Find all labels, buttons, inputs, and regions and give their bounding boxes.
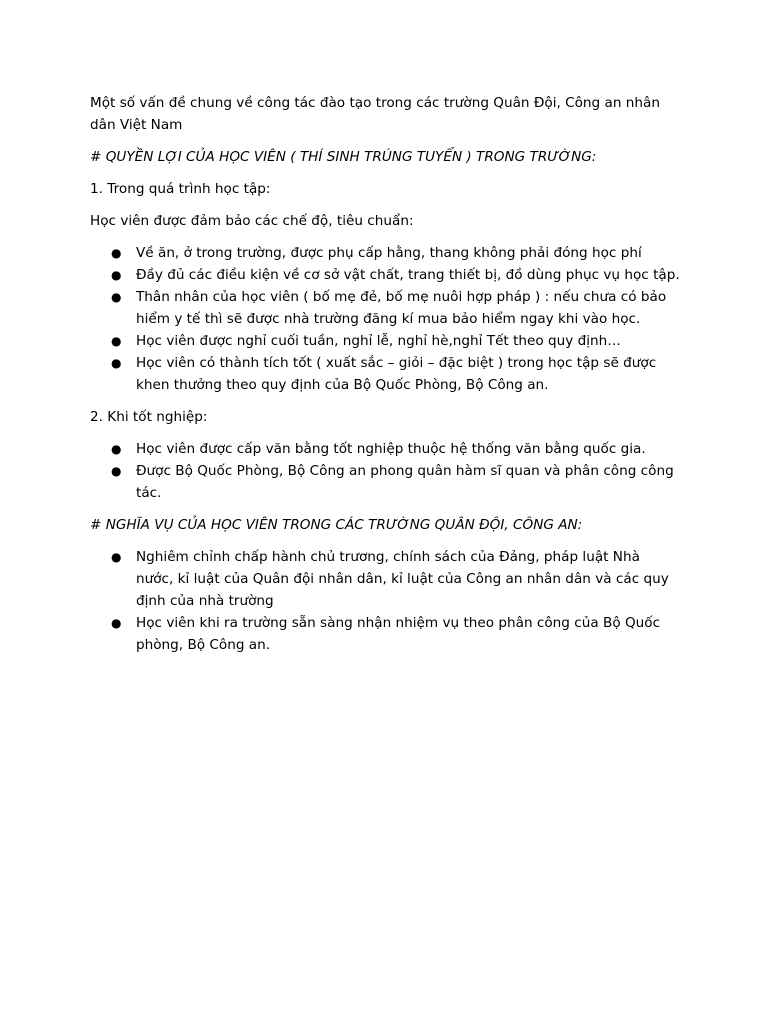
- bullet-icon: ●: [111, 356, 122, 370]
- list-item: ● Đầy đủ các điều kiện về cơ sở vật chất, trang thiết bị, đồ dùng phục vụ học tập.: [90, 264, 680, 286]
- subheading-during-study: 1. Trong quá trình học tập:: [90, 181, 271, 197]
- section-heading-obligations: # NGHĨA VỤ CỦA HỌC VIÊN TRONG CÁC TRƯỜNG QUÂN ĐỘI, CÔNG AN:: [90, 517, 583, 533]
- list-item: ● Học viên được nghỉ cuối tuần, nghỉ lễ, nghỉ hè,nghỉ Tết theo quy định…: [90, 330, 680, 352]
- bullet-icon: ●: [111, 464, 122, 478]
- bullet-icon: ●: [111, 334, 122, 348]
- bullet-icon: ●: [111, 268, 122, 282]
- list-item: ● Học viên khi ra trường sẵn sàng nhận nhiệm vụ theo phân công của Bộ Quốc phòng, Bộ Công an.: [90, 612, 680, 656]
- document-title: Một số vấn đề chung về công tác đào tạo trong các trường Quân Đội, Công an nhân dân Việt Nam: [90, 95, 660, 133]
- bullet-icon: ●: [111, 442, 122, 456]
- intro-paragraph: Học viên được đảm bảo các chế độ, tiêu chuẩn:: [90, 213, 414, 229]
- section-heading-rights: # QUYỀN LỢI CỦA HỌC VIÊN ( THÍ SINH TRÚNG TUYỂN ) TRONG TRƯỜNG:: [90, 149, 597, 165]
- list-item: ● Thân nhân của học viên ( bố mẹ đẻ, bố mẹ nuôi hợp pháp ) : nếu chưa có bảo hiểm y tế thì sẽ được nhà trường đăng kí mua bảo hiểm ngay khi vào học.: [90, 286, 680, 330]
- bullet-icon: ●: [111, 616, 122, 630]
- bullet-icon: ●: [111, 550, 122, 564]
- graduation-list: [90, 438, 680, 504]
- list-item: ● Về ăn, ở trong trường, được phụ cấp hằng, thang không phải đóng học phí: [90, 242, 680, 264]
- list-item: ● Học viên có thành tích tốt ( xuất sắc – giỏi – đặc biệt ) trong học tập sẽ được khen thưởng theo quy định của Bộ Quốc Phòng, Bộ Công an.: [90, 352, 680, 396]
- bullet-icon: ●: [111, 246, 122, 260]
- subheading-graduation: 2. Khi tốt nghiệp:: [90, 409, 208, 425]
- obligations-list: [90, 546, 680, 656]
- list-item: ● Nghiêm chỉnh chấp hành chủ trương, chính sách của Đảng, pháp luật Nhà nước, kỉ luật của Quân đội nhân dân, kỉ luật của Công an nhân dân và các quy định của nhà trường: [90, 546, 680, 612]
- list-item: ● Học viên được cấp văn bằng tốt nghiệp thuộc hệ thống văn bằng quốc gia.: [90, 438, 680, 460]
- list-item: ● Được Bộ Quốc Phòng, Bộ Công an phong quân hàm sĩ quan và phân công công tác.: [90, 460, 680, 504]
- bullet-icon: ●: [111, 290, 122, 304]
- rights-list: [90, 242, 680, 396]
